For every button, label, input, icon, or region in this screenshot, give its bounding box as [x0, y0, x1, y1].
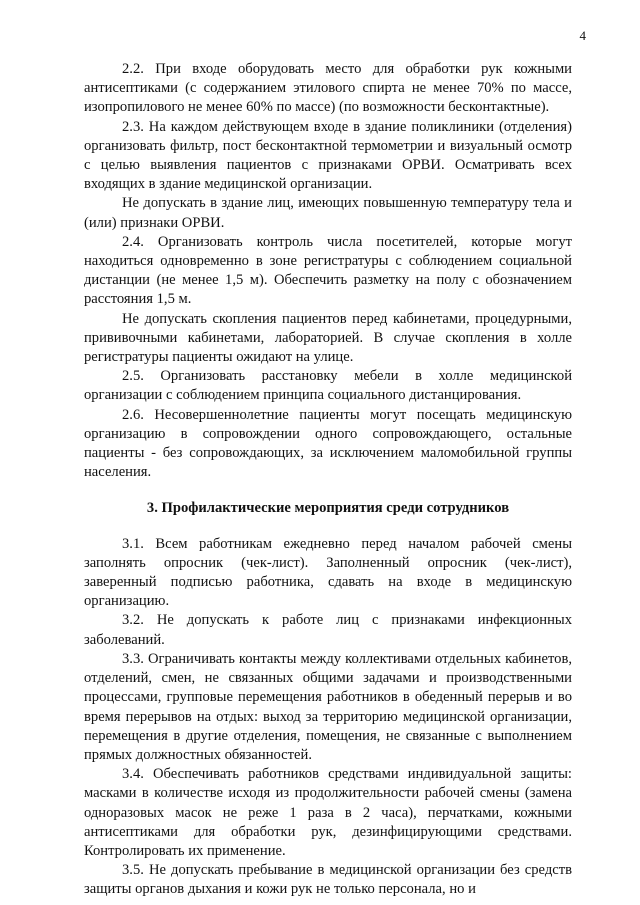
paragraph-3-3: 3.3. Ограничивать контакты между коллективами отдельных кабинетов, отделений, смен, не связанных общими задачами и производственными процессами, групповые перемещения работников в обеденный перерыв и во время перерывов на отдых: выход за территорию медицинской организации, перемещения в другие отделения, помещения, не связанные с выполнением прямых должностных обязанностей. — [84, 650, 572, 763]
paragraph-2-3: 2.3. На каждом действующем входе в здание поликлиники (отделения) организовать фильтр, пост бесконтактной термометрии и визуальный осмотр с целью выявления пациентов с признаками ОРВИ. Осматривать всех входящих в здание медицинской организации. — [84, 118, 572, 193]
section-heading: 3. Профилактические мероприятия среди сотрудников — [146, 500, 510, 517]
paragraph-2-2: 2.2. При входе оборудовать место для обработки рук кожными антисептиками (с содержанием этилового спирта не менее 70% по массе, изопропилового не менее 60% по массе) (по возможности бесконтактные). — [84, 61, 572, 116]
paragraph-3-4: 3.4. Обеспечивать работников средствами индивидуальной защиты: масками в количестве исходя из продолжительности рабочей смены (замена одноразовых масок не реже 1 раза в 2 часа), перчатками, кожными антисептиками для обработки рук, дезинфицирующими средствами. Контролировать их применение. — [84, 766, 572, 859]
paragraph-2-5: 2.5. Организовать расстановку мебели в холле медицинской организации с соблюдением принципа социального дистанцирования. — [84, 368, 572, 404]
paragraph-2-4-note: Не допускать скопления пациентов перед кабинетами, процедурными, прививочными кабинетами, лабораторией. В случае скопления в холле регистратуры пациенты ожидают на улице. — [84, 310, 572, 366]
paragraph-2-6: 2.6. Несовершеннолетние пациенты могут посещать медицинскую организацию в сопровождении одного сопровождающего, остальные пациенты - без сопровождающих, за исключением маломобильной группы населения. — [84, 406, 572, 481]
paragraph-3-1: 3.1. Всем работникам ежедневно перед началом рабочей смены заполнять опросник (чек-лист). Заполненный опросник (чек-лист), заверенный подписью работника, сдавать на входе в медицинскую организацию. — [84, 535, 572, 610]
page-number: 4 — [579, 28, 586, 43]
paragraph-2-3-note: Не допускать в здание лиц, имеющих повышенную температуру тела и (или) признаки ОРВИ. — [84, 195, 572, 231]
paragraph-3-5: 3.5. Не допускать пребывание в медицинской организации без средств защиты органов дыхания и кожи рук не только персонала, но и — [84, 862, 572, 898]
paragraph-3-2: 3.2. Не допускать к работе лиц с признаками инфекционных заболеваний. — [84, 612, 572, 648]
paragraph-2-4: 2.4. Организовать контроль числа посетителей, которые могут находиться одновременно в зоне регистратуры с соблюдением социальной дистанции (не менее 1,5 м). Обеспечить разметку на полу с обозначением расстояния 1,5 м. — [84, 233, 572, 308]
document-body — [84, 60, 572, 900]
